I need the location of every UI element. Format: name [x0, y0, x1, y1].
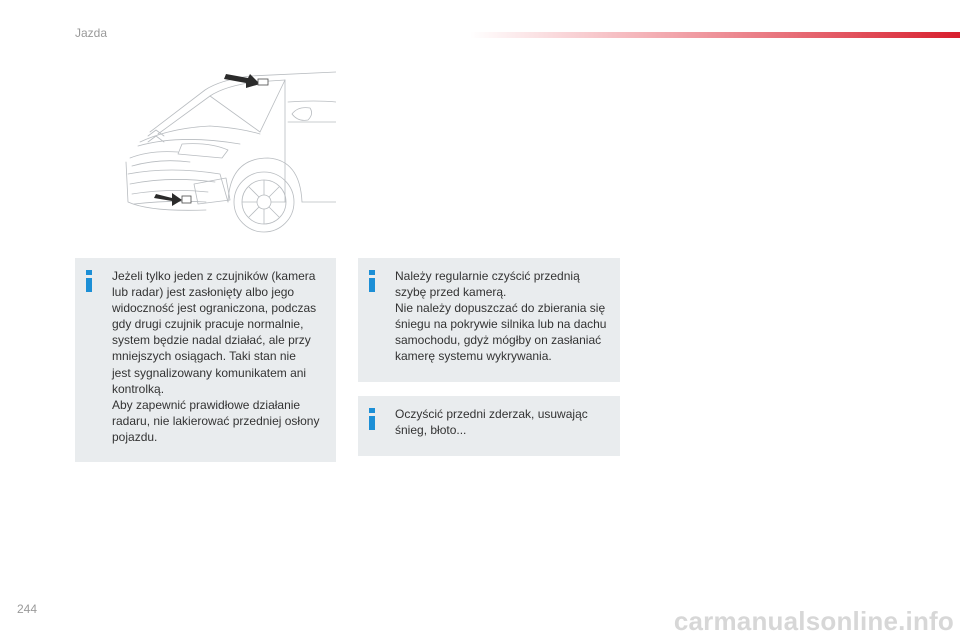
note-text: Jeżeli tylko jeden z czujników (kamera lub radar) jest zasłonięty albo jego widoczność jest ograniczona, podczas gdy drugi czujnik pracuje normalnie, system będzie nadal działać, ale przy mniejszych osiągach. Taki stan nie jest sygnalizowany komunikatem ani kontrolką. Aby zapewnić prawidłowe działanie radaru, nie lakierować przedniej osłony pojazdu.	[112, 269, 320, 444]
info-icon	[85, 270, 93, 292]
info-note-windshield-cleaning	[358, 258, 620, 382]
section-title: Jazda	[75, 26, 108, 40]
note-text: Należy regularnie czyścić przednią szybę przed kamerą. Nie należy dopuszczać do zbierania się śniegu na pokrywie silnika lub na dachu samochodu, gdyż mógłby on zasłaniać kamerę systemu wykrywania.	[395, 269, 607, 364]
page-number: 244	[17, 602, 38, 616]
info-icon	[368, 270, 376, 292]
info-note-bumper-cleaning	[358, 396, 620, 456]
van-front-illustration	[110, 62, 336, 238]
radar-arrow	[154, 193, 182, 206]
info-icon	[368, 408, 376, 430]
header-accent-rule	[470, 32, 960, 38]
note-text: Oczyścić przedni zderzak, usuwając śnieg, błoto...	[395, 407, 588, 438]
watermark: carmanualsonline.info	[673, 606, 954, 636]
info-note-sensor-obstruction	[75, 258, 336, 462]
